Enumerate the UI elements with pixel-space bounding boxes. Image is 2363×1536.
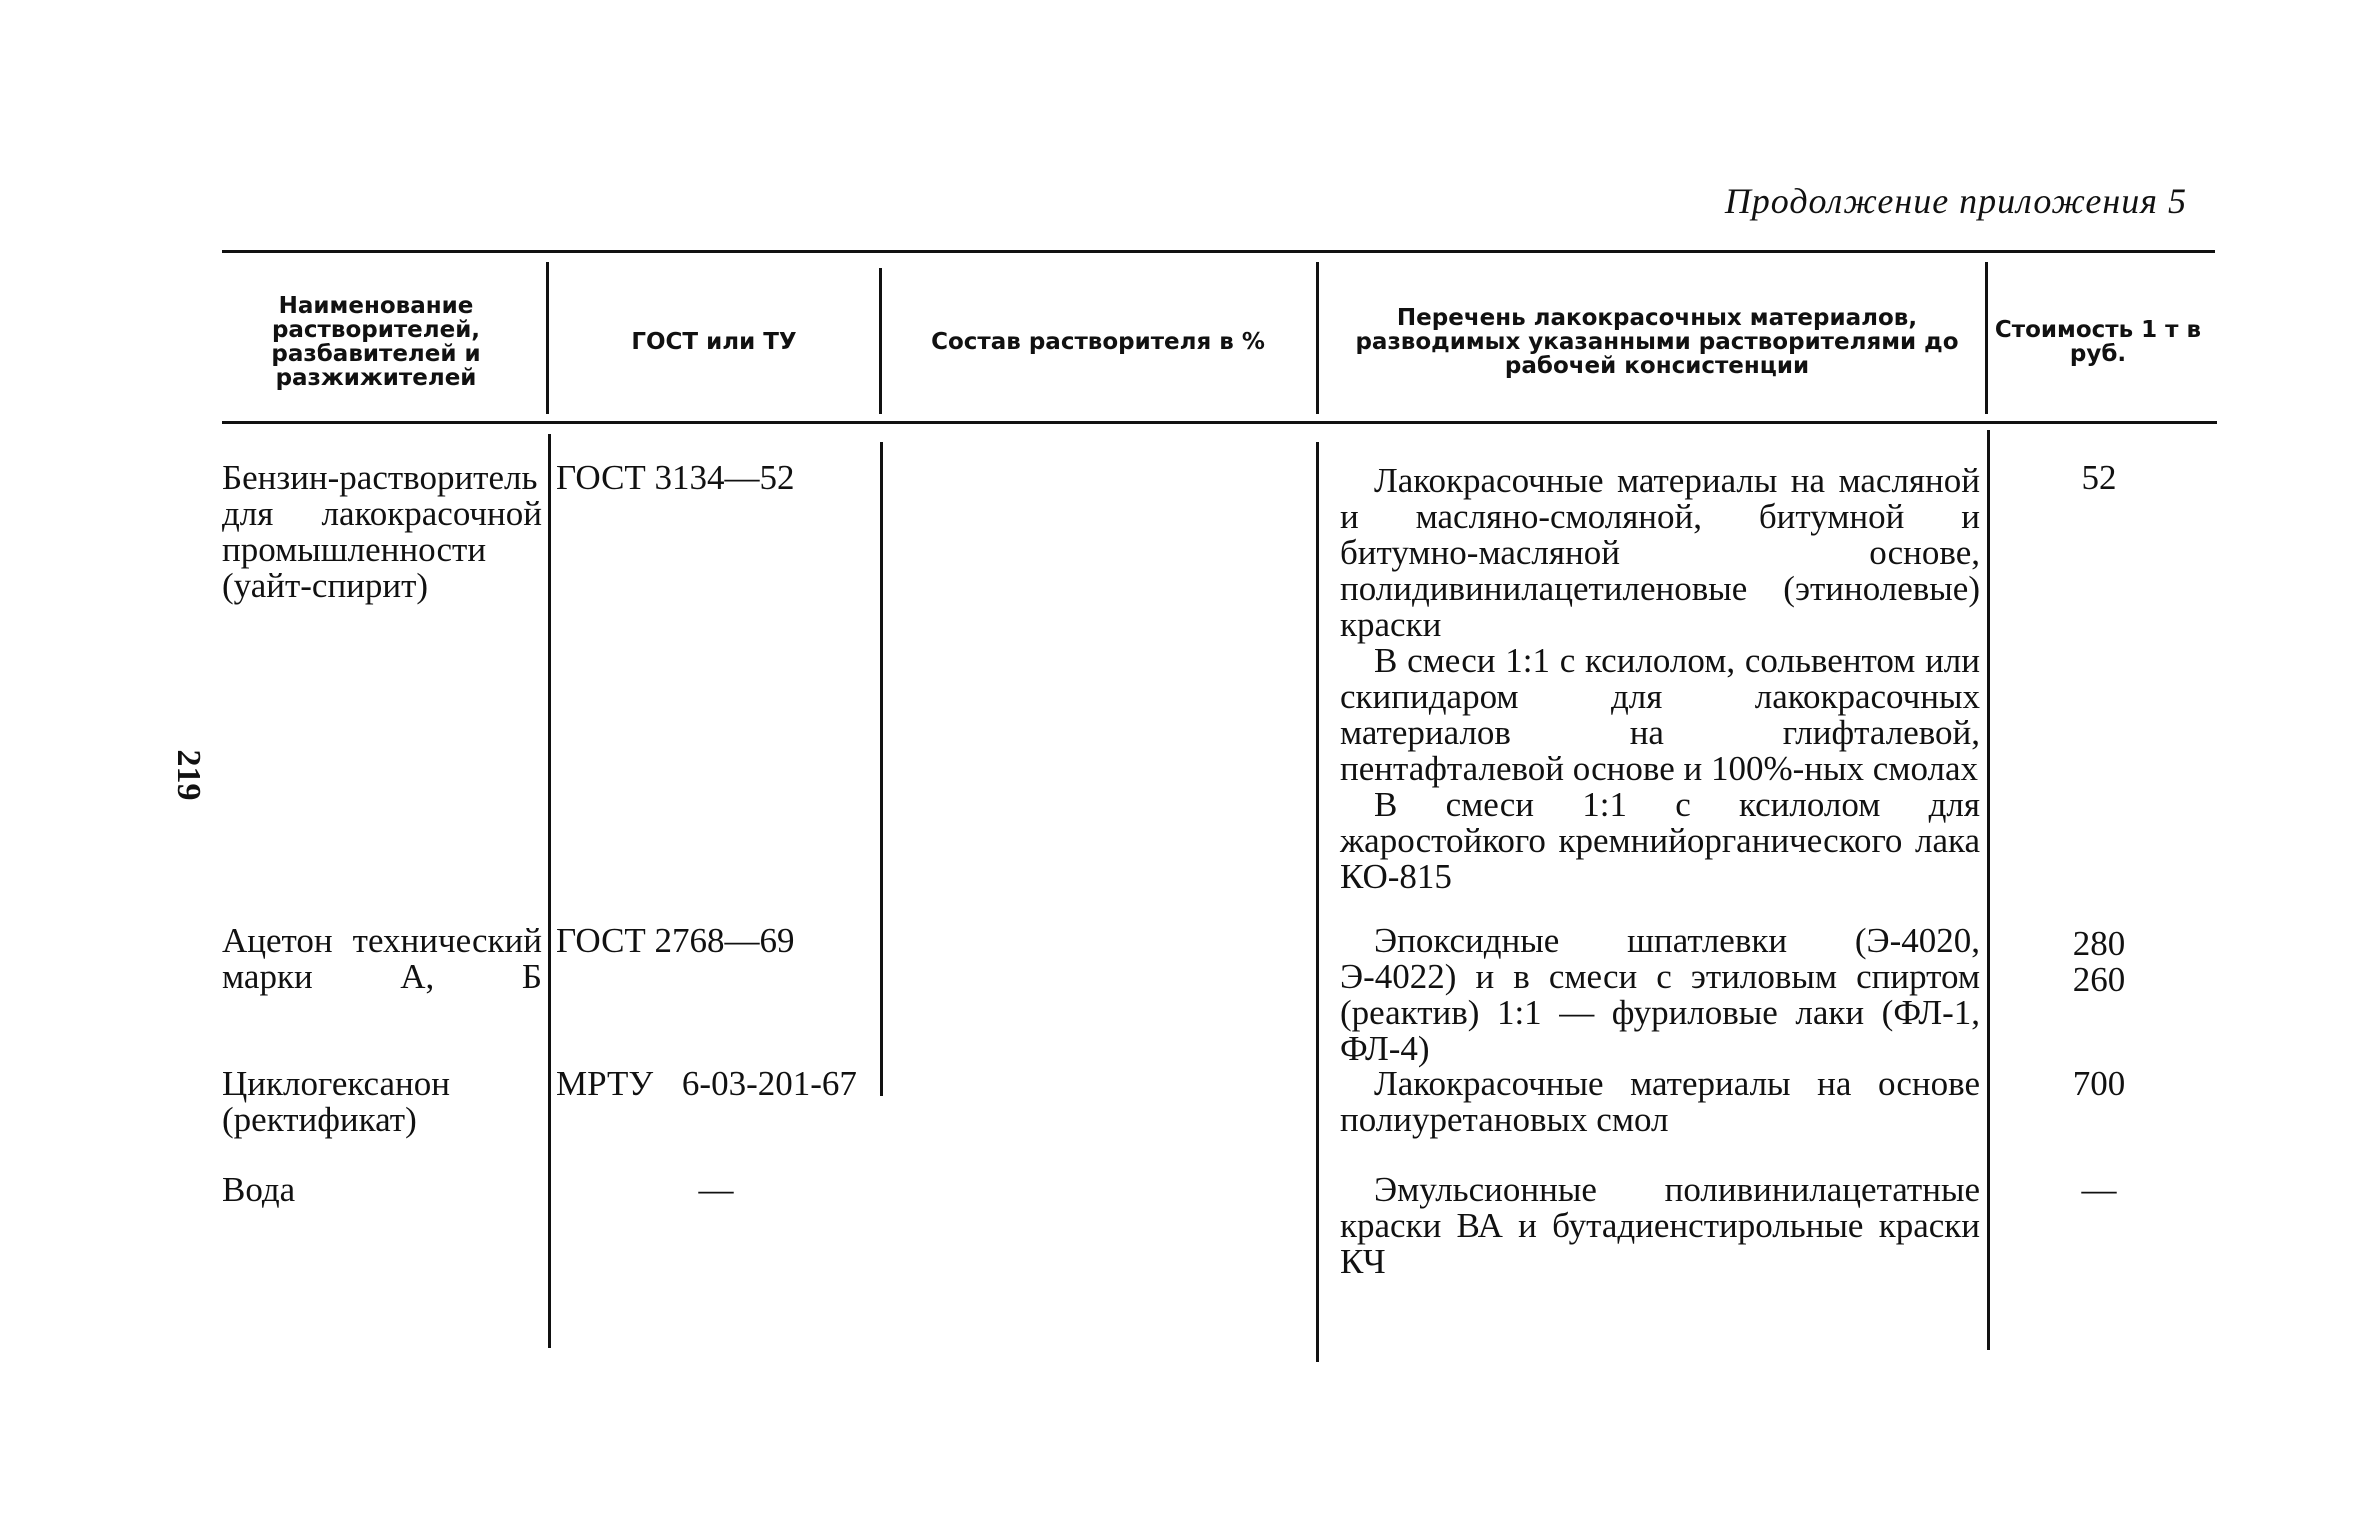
header-composition (884, 268, 1312, 416)
continuation-title: Продолжение приложения 5 (1724, 181, 2187, 221)
header-divider-2 (879, 268, 882, 414)
body-divider-3 (1316, 442, 1319, 1362)
body-divider-1 (548, 434, 551, 1348)
header-cost (1994, 268, 2202, 416)
row-2-name: Ацетон технический марки А, Б (222, 921, 542, 996)
page-number: 219 (170, 749, 207, 801)
row-1-gost: ГОСТ 3134—52 (556, 458, 795, 497)
row-1-name: Бензин-растворитель для лакокрасочной промышленности (уайт-спирит) (222, 458, 542, 605)
row-3-name: Циклогексанон (ректификат) (222, 1064, 450, 1139)
row-1-material-2: В смеси 1:1 с ксилолом, сольвентом или скипидаром для лакокрасочных материалов на глифталевой, пентафталевой основе и 100%-ных смолах (1340, 641, 1980, 788)
body-divider-2 (880, 442, 883, 1096)
row-1-material-1: Лакокрасочные материалы на масляной и масляно-смоляной, битумной и битумно-масляной основе, полидивинилацетиленовые (этинолевые) краски (1340, 461, 1980, 644)
header-materials-text: Перечень лакокрасочных материалов, разводимых указанными растворителями до рабочей консистенции (1355, 305, 1959, 379)
header-name-text: Наименование растворителей, разбавителей и разжижителей (271, 293, 481, 391)
row-1-material-3: В смеси 1:1 с ксилолом для жаростойкого кремнийорганического лака КО-815 (1340, 785, 1980, 896)
row-2-gost: ГОСТ 2768—69 (556, 921, 795, 960)
row-3-materials: Лакокрасочные материалы на основе полиуретановых смол (1340, 1064, 1980, 1139)
row-4-name: Вода (222, 1170, 296, 1209)
table-top-rule (222, 250, 2215, 253)
header-materials (1352, 268, 1962, 416)
row-1-cost: 52 (2081, 458, 2117, 497)
row-4-materials: Эмульсионные поливинилацетатные краски ВА и бутадиенстирольные краски КЧ (1340, 1170, 1980, 1281)
header-gost (552, 268, 876, 416)
header-bottom-rule (222, 421, 2217, 424)
header-gost-text: ГОСТ или ТУ (631, 329, 797, 355)
row-2-cost-2: 260 (2072, 960, 2126, 999)
header-name (226, 268, 526, 416)
row-1-materials (1340, 463, 1980, 895)
row-2-cost-1: 280 (2072, 924, 2126, 963)
body-divider-4 (1987, 430, 1990, 1350)
row-4-cost: — (2081, 1170, 2117, 1209)
row-2-cost (1994, 926, 2204, 998)
header-divider-3 (1316, 262, 1319, 414)
header-divider-1 (546, 262, 549, 414)
header-cost-text: Стоимость 1 т в руб. (1994, 317, 2202, 367)
row-3-cost: 700 (2072, 1064, 2126, 1103)
header-composition-text: Состав растворителя в % (931, 329, 1265, 355)
row-4-gost: — (698, 1170, 734, 1209)
row-2-materials: Эпоксидные шпатлевки (Э-4020, Э-4022) и в смеси с этиловым спиртом (реактив) 1:1 — фуриловые лаки (ФЛ-1, ФЛ-4) (1340, 921, 1980, 1068)
header-divider-4 (1985, 262, 1988, 414)
row-3-gost: МРТУ 6-03-201-67 (556, 1064, 857, 1103)
